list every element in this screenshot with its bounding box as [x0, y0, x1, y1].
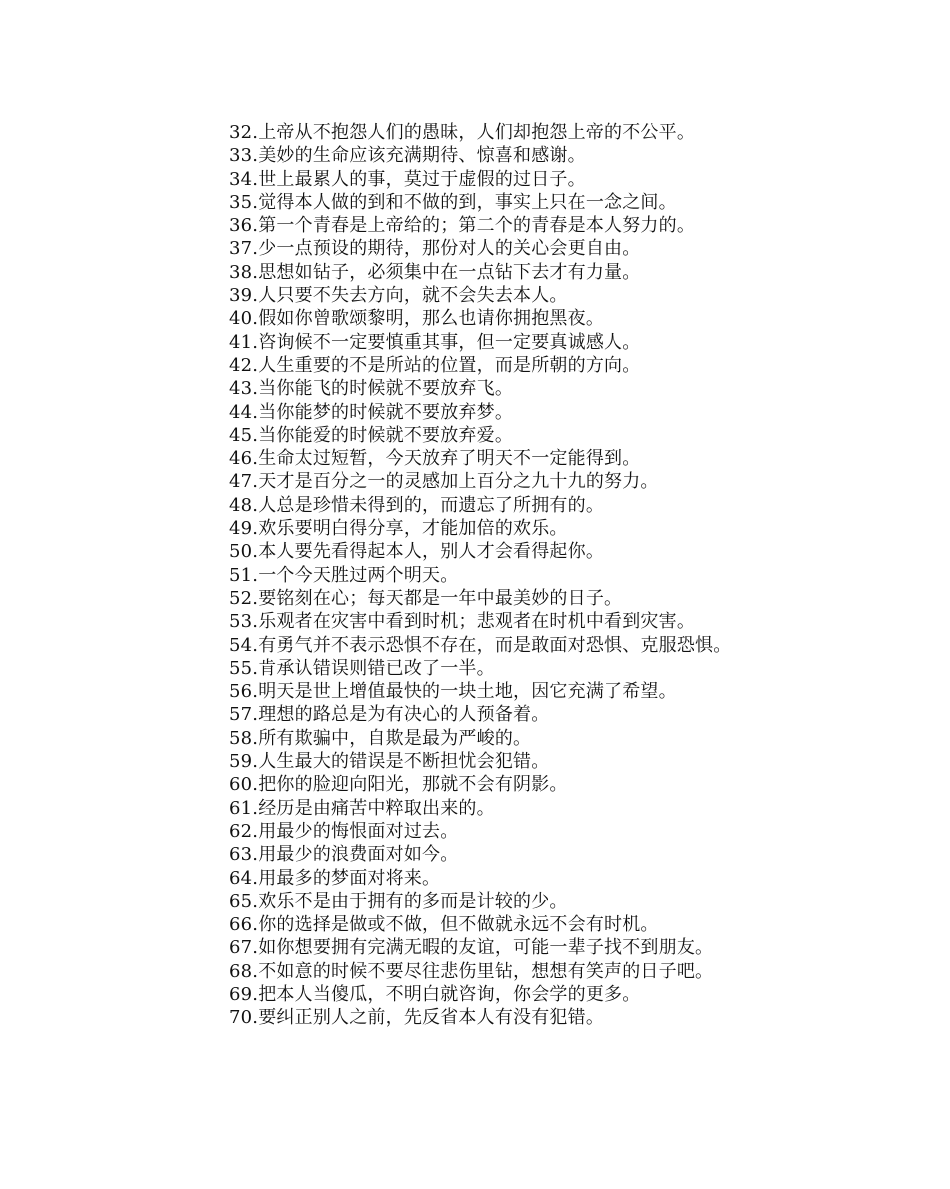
quote-line: 32.上帝从不抱怨人们的愚昧，人们却抱怨上帝的不公平。: [229, 122, 696, 143]
quote-line: 47.天才是百分之一的灵感加上百分之九十九的努力。: [229, 471, 659, 493]
quote-line: 56.明天是世上增值最快的一块土地，因它充满了希望。: [229, 681, 677, 703]
quote-line: 34.世上最累人的事，莫过于虚假的过日子。: [229, 168, 586, 190]
quote-line: 55.肯承认错误则错已改了一半。: [229, 657, 495, 679]
quote-line: 54.有勇气并不表示恐惧不存在，而是敢面对恐惧、克服恐惧。: [229, 634, 732, 656]
quote-line: 53.乐观者在灾害中看到时机；悲观者在时机中看到灾害。: [229, 611, 696, 633]
quote-line: 64.用最多的梦面对将来。: [229, 867, 441, 889]
quote-line: 65.欢乐不是由于拥有的多而是计较的少。: [229, 890, 568, 912]
quote-line: 37.少一点预设的期待，那份对人的关心会更自由。: [229, 238, 641, 260]
quote-line: 42.人生重要的不是所站的位置，而是所朝的方向。: [229, 354, 641, 376]
quote-line: 39.人只要不失去方向，就不会失去本人。: [229, 285, 568, 307]
quote-line: 50.本人要先看得起本人，别人才会看得起你。: [229, 541, 605, 563]
quote-line: 60.把你的脸迎向阳光，那就不会有阴影。: [229, 774, 568, 796]
quote-line: 45.当你能爱的时候就不要放弃爱。: [229, 424, 514, 446]
quote-line: 44.当你能梦的时候就不要放弃梦。: [229, 401, 514, 423]
quote-line: 46.生命太过短暂，今天放弃了明天不一定能得到。: [229, 448, 641, 470]
quote-line: 41.咨询候不一定要慎重其事，但一定要真诚感人。: [229, 331, 641, 353]
quote-line: 59.人生最大的错误是不断担忧会犯错。: [229, 751, 550, 773]
quote-line: 43.当你能飞的时候就不要放弃飞。: [229, 378, 514, 400]
quote-line: 49.欢乐要明白得分享，才能加倍的欢乐。: [229, 518, 568, 540]
quote-line: 51.一个今天胜过两个明天。: [229, 564, 459, 586]
quote-line: 63.用最少的浪费面对如今。: [229, 844, 459, 866]
quote-line: 69.把本人当傻瓜，不明白就咨询，你会学的更多。: [229, 983, 641, 1005]
quote-line: 48.人总是珍惜未得到的，而遗忘了所拥有的。: [229, 494, 605, 516]
quote-line: 62.用最少的悔恨面对过去。: [229, 820, 459, 842]
quote-line: 67.如你想要拥有完满无暇的友谊，可能一辈子找不到朋友。: [229, 937, 714, 959]
quote-list: [229, 121, 909, 1030]
quote-line: 36.第一个青春是上帝给的；第二个的青春是本人努力的。: [229, 215, 696, 237]
quote-line: 70.要纠正别人之前，先反省本人有没有犯错。: [229, 1007, 605, 1029]
quote-line: 38.思想如钻子，必须集中在一点钻下去才有力量。: [229, 261, 641, 283]
quote-line: 40.假如你曾歌颂黎明，那么也请你拥抱黑夜。: [229, 308, 605, 330]
quote-line: 58.所有欺骗中，自欺是最为严峻的。: [229, 727, 532, 749]
quote-line: 66.你的选择是做或不做，但不做就永远不会有时机。: [229, 914, 659, 936]
quote-line: 33.美妙的生命应该充满期待、惊喜和感谢。: [229, 145, 586, 167]
quote-line: 52.要铭刻在心；每天都是一年中最美妙的日子。: [229, 587, 623, 609]
quote-line: 57.理想的路总是为有决心的人预备着。: [229, 704, 550, 726]
quote-line: 61.经历是由痛苦中粹取出来的。: [229, 797, 495, 819]
quote-line: 35.觉得本人做的到和不做的到，事实上只在一念之间。: [229, 191, 677, 213]
quote-line: 68.不如意的时候不要尽往悲伤里钻，想想有笑声的日子吧。: [229, 960, 714, 982]
